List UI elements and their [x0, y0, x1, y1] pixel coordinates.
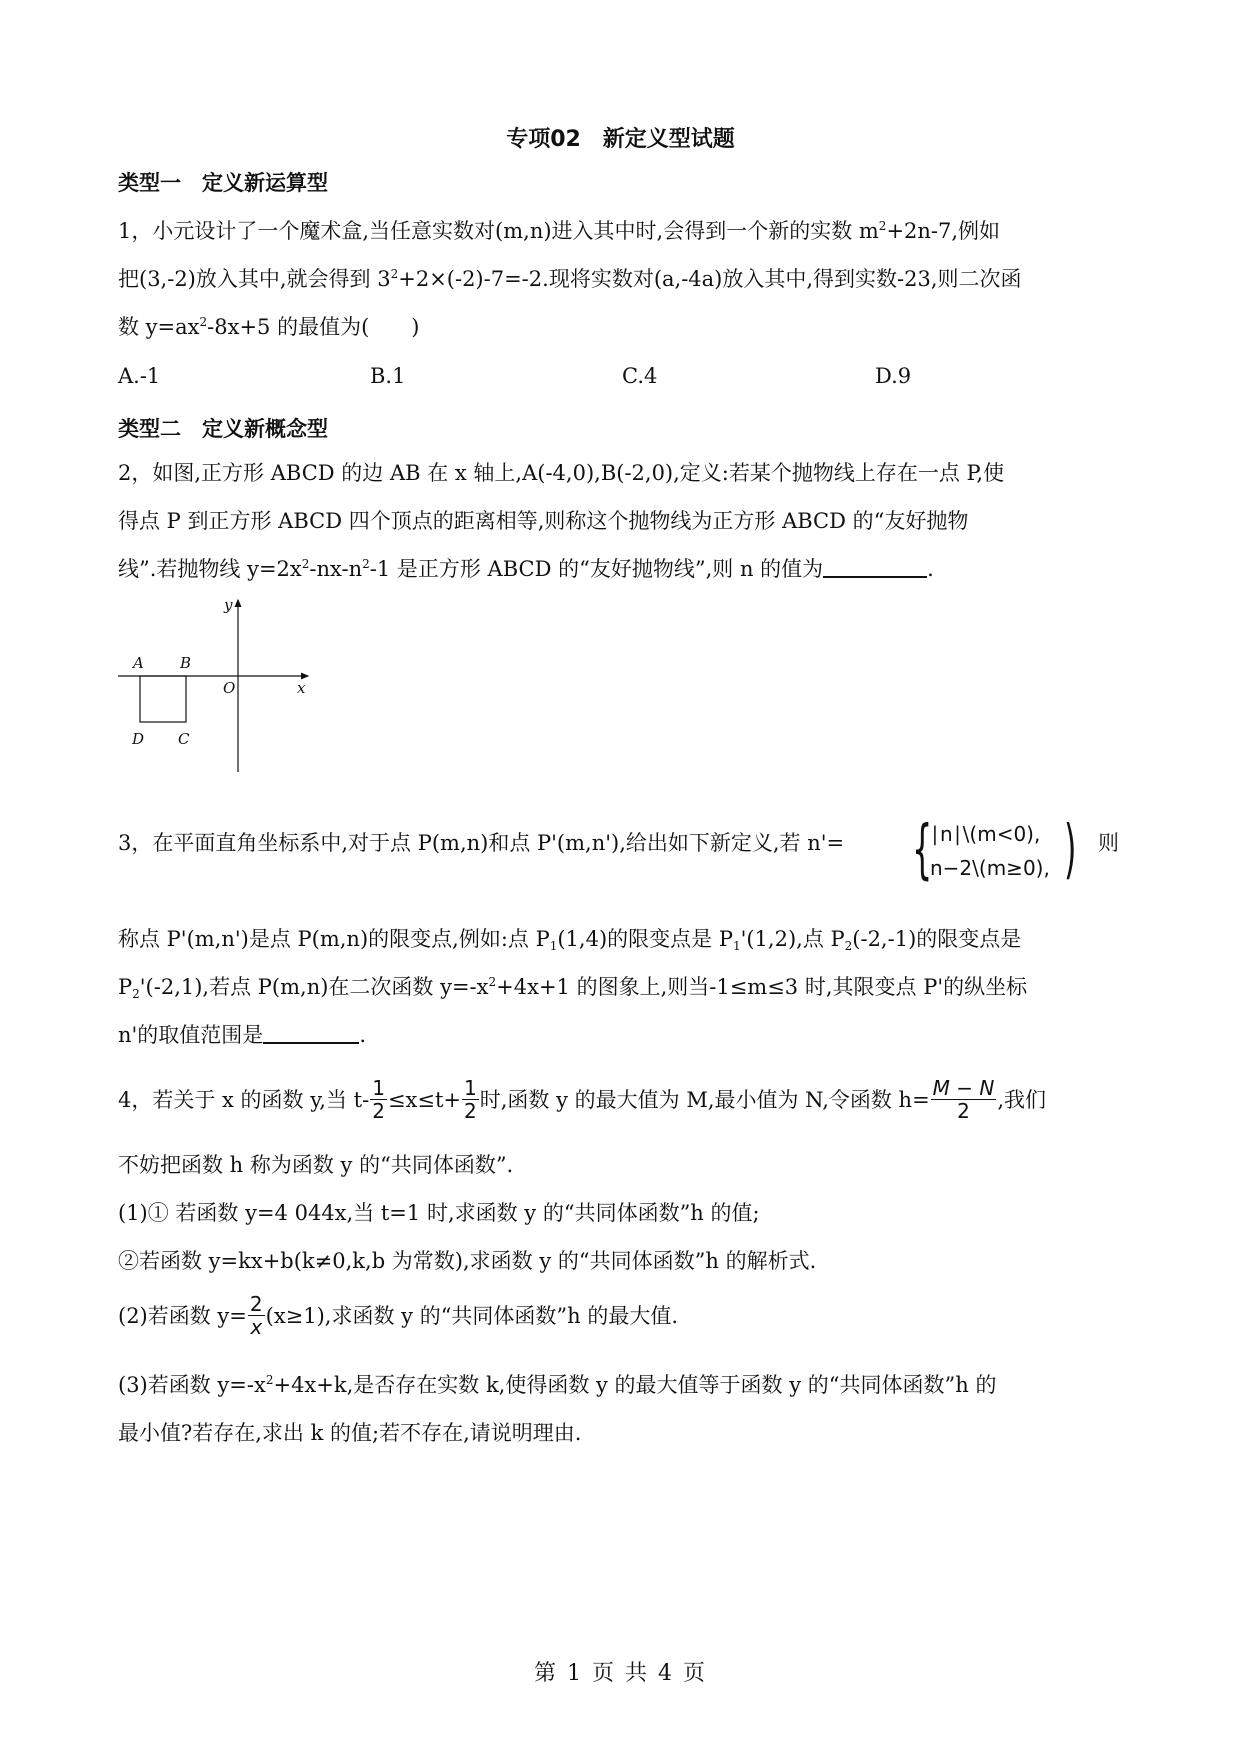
piecewise-case-1: ∣n∣\(m<0),: [930, 822, 1041, 846]
q3-line-2: 称点 P'(m,n')是点 P(m,n)的限变点,例如:点 $P_1(1,4)$的限变点是 $P_1'(1,2)$,点 $P_2(-2,-1)$的限变点是: [118, 927, 1022, 953]
q2-line-2: 得点 P 到正方形 ABCD 四个顶点的距离相等,则称这个抛物线为正方形 ABCD 的“友好抛物: [118, 509, 969, 533]
q4-part-3: (3)若函数 $y=-x^2+4x+k$,是否存在实数 k,使得函数 y 的最大值等于函数 y 的“共同体函数”h 的: [118, 1373, 997, 1397]
square-abcd: [140, 676, 186, 722]
q3-line-3: $P_2'(-2,1)$,若点 P(m,n)在二次函数 $y=-x^2+4x+1$ 的图象上,则当-1≤m≤3 时,其限变点 P'的纵坐标: [118, 975, 1028, 1001]
section-heading-2: 类型二 定义新概念型: [118, 417, 328, 441]
q3-line-4: n'的取值范围是 .: [118, 1023, 366, 1047]
q4-line-1: 4，若关于 x 的函数 y,当 t- $\frac{1}{2}$ ≤x≤t+ $\frac{1}{2}$ 时,函数 y 的最大值为 M,最小值为 N,令函数 h= $\frac{M - N}{2}$ ,我们: [118, 1076, 1047, 1123]
q3-line-1: 3，在平面直角坐标系中,对于点 P(m,n)和点 P'(m,n'),给出如下新定义,若 n'=: [118, 831, 845, 855]
q4-line-2: 不妨把函数 h 称为函数 y 的“共同体函数”.: [118, 1153, 514, 1177]
fraction-one-half: $\frac{1}{2}$: [464, 1076, 477, 1123]
q4-part-1-1: (1)① 若函数 y=4 044x,当 t=1 时,求函数 y 的“共同体函数”h 的值;: [118, 1201, 760, 1225]
label-x: x: [297, 679, 306, 697]
q4-part-1-2: ②若函数 y=kx+b(k≠0,k,b 为常数),求函数 y 的“共同体函数”h 的解析式.: [118, 1249, 817, 1273]
page-title: 专项02 新定义型试题: [506, 127, 735, 152]
q4-part-2: (2)若函数 y= $\frac{2}{x}$ (x≥1),求函数 y 的“共同体函数”h 的最大值.: [118, 1292, 679, 1339]
piecewise-case-2: n−2\(m≥0),: [930, 856, 1050, 880]
fraction-m-minus-n: $\frac{M - N}{2}$: [932, 1076, 995, 1123]
answer-blank: [263, 1022, 359, 1044]
q1-line-2: 把(3,-2)放入其中,就会得到 $3^2+2\times(-2)-7=-2$.现将实数对(a,-4a)放入其中,得到实数-23,则二次函: [118, 267, 1022, 291]
q1-line-3: 数 $y=ax^2-8x+5$ 的最值为( ): [118, 315, 420, 339]
q2-line-3: 线”.若抛物线 $y=2x^2-nx-n^2-1$ 是正方形 ABCD 的“友好抛物线”,则 n 的值为 .: [118, 557, 934, 581]
square-coordinate-figure: [112, 596, 312, 776]
q3-line-1-tail: 则: [1098, 831, 1119, 855]
label-c: C: [178, 730, 190, 748]
label-a: A: [133, 654, 144, 672]
q1-option-a: A.-1: [118, 364, 161, 388]
q1-option-b: B.1: [370, 364, 406, 388]
page-footer: 第 1 页 共 4 页: [534, 1661, 707, 1686]
q1-option-c: C.4: [622, 364, 658, 388]
answer-blank: [823, 556, 927, 578]
q4-part-3-cont: 最小值?若存在,求出 k 的值;若不存在,请说明理由.: [118, 1421, 582, 1445]
section-heading-1: 类型一 定义新运算型: [118, 171, 328, 195]
fraction-one-half: $\frac{1}{2}$: [372, 1076, 385, 1123]
label-b: B: [180, 654, 192, 672]
label-d: D: [132, 730, 145, 748]
label-y: y: [224, 596, 233, 614]
q1-line-1: 1，小元设计了一个魔术盒,当任意实数对(m,n)进入其中时,会得到一个新的实数 $m^2+2n-7$,例如: [118, 219, 1001, 243]
q1-option-d: D.9: [875, 364, 912, 388]
piecewise-definition: { ∣n∣\(m<0), n−2\(m≥0), ): [912, 813, 1077, 887]
fraction-two-over-x: $\frac{2}{x}$: [249, 1292, 263, 1339]
q2-line-1: 2，如图,正方形 ABCD 的边 AB 在 x 轴上,A(-4,0),B(-2,0),定义:若某个抛物线上存在一点 P,使: [118, 461, 1005, 485]
label-o: O: [223, 679, 236, 697]
